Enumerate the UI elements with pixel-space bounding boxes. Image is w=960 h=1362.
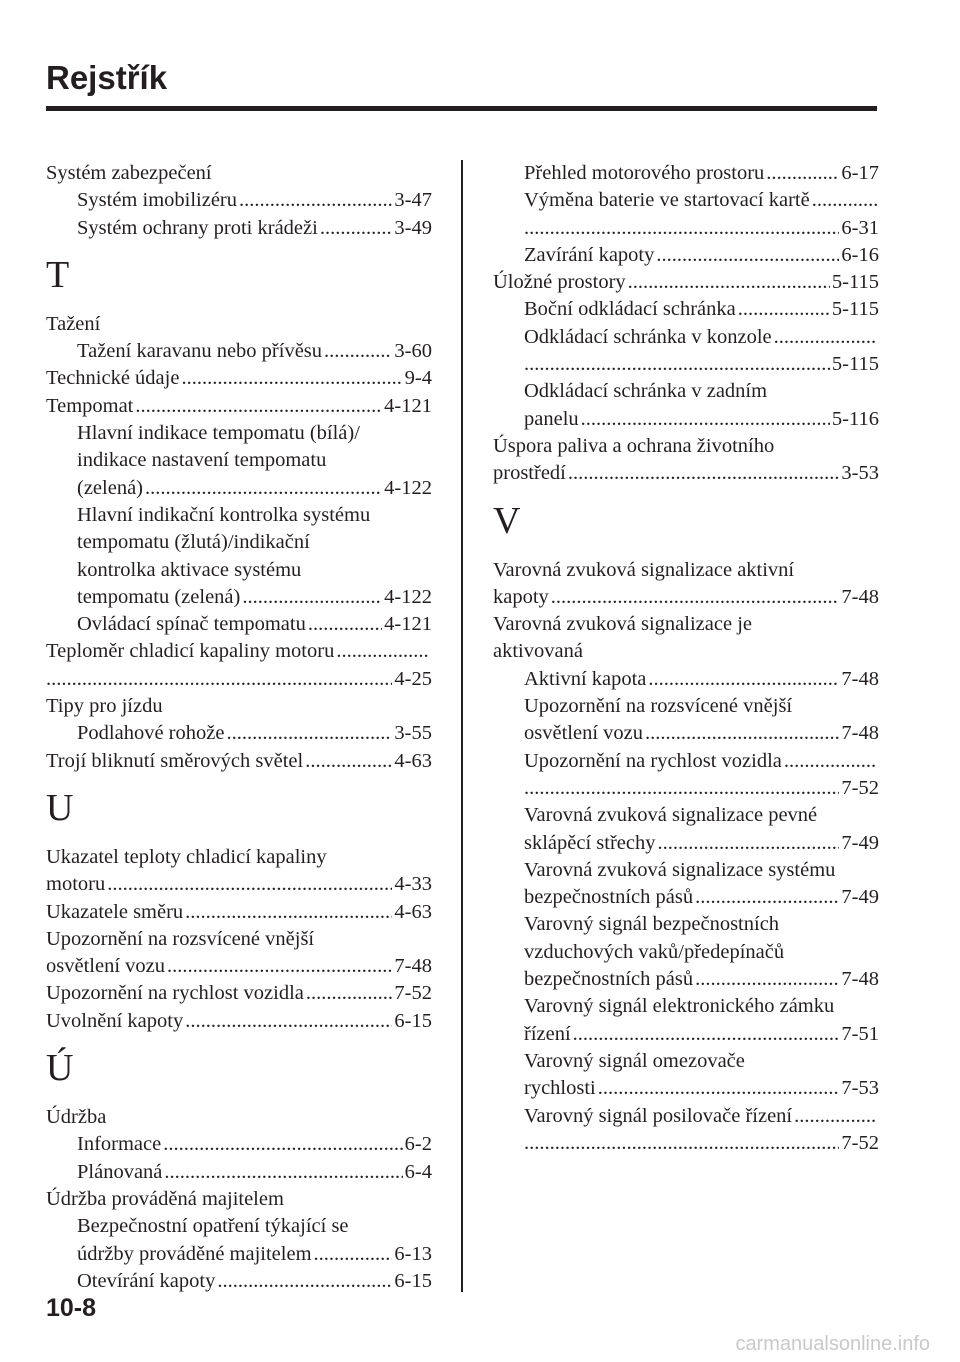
entry-text: Upozornění na rozsvícené vnější <box>46 927 315 950</box>
index-subentry <box>46 529 432 556</box>
index-subentry <box>493 911 879 938</box>
dot-leader <box>524 351 830 378</box>
entry-text: Úspora paliva a ochrana životního <box>493 434 775 457</box>
index-subentry <box>493 939 879 966</box>
entry-text: prostředí <box>493 462 566 485</box>
index-subentry <box>46 338 432 365</box>
entry-text: Ukazatele směru <box>46 900 184 923</box>
dot-leader <box>107 871 392 898</box>
entry-text: Varovná zvuková signalizace systému <box>524 858 836 881</box>
index-section-letter: V <box>493 499 521 542</box>
entry-text: Ovládací spínač tempomatu <box>77 613 306 636</box>
index-subentry <box>46 187 432 214</box>
entry-text: aktivovaná <box>493 640 583 663</box>
entry-text: Teploměr chladicí kapaliny motoru <box>46 640 335 663</box>
index-column-left <box>46 160 432 1295</box>
entry-text: Aktivní kapota <box>524 667 647 690</box>
index-entry <box>46 365 432 392</box>
entry-text: Technické údaje <box>46 367 180 390</box>
index-subentry <box>493 857 879 884</box>
entry-text: Údržba <box>46 1106 107 1129</box>
index-entry <box>46 926 432 953</box>
dot-leader <box>308 611 382 638</box>
entry-page-ref: 4-63 <box>394 749 432 772</box>
entry-text: Tipy pro jízdu <box>46 695 163 718</box>
index-subentry <box>493 693 879 720</box>
index-subentry <box>46 611 432 638</box>
dot-leader <box>324 338 392 365</box>
index-subentry <box>46 447 432 474</box>
entry-text: údržby prováděné majitelem <box>77 1242 312 1265</box>
dot-leader <box>181 365 402 392</box>
index-entry <box>493 269 879 296</box>
dot-leader <box>524 215 839 242</box>
index-subentry <box>493 720 879 747</box>
entry-page-ref: 3-55 <box>394 722 432 745</box>
index-subentry <box>493 966 879 993</box>
dot-leader <box>573 1021 840 1048</box>
index-subentry <box>493 802 879 829</box>
entry-text: Upozornění na rychlost vozidla <box>524 749 782 772</box>
entry-page-ref: 6-2 <box>404 1133 432 1156</box>
entry-text: osvětlení vozu <box>524 722 643 745</box>
entry-page-ref: 6-16 <box>841 243 879 266</box>
dot-leader <box>774 324 877 351</box>
entry-page-ref: 3-47 <box>394 189 432 212</box>
entry-text: Informace <box>77 1133 162 1156</box>
index-subentry <box>493 324 879 351</box>
entry-text: Tažení karavanu nebo přívěsu <box>77 340 323 363</box>
entry-page-ref: 7-48 <box>841 722 879 745</box>
entry-text: Výměna baterie ve startovací kartě <box>524 189 810 212</box>
dot-leader <box>167 953 392 980</box>
dot-leader <box>766 160 839 187</box>
entry-text: Uvolnění kapoty <box>46 1009 184 1032</box>
entry-text: Upozornění na rychlost vozidla <box>46 982 304 1005</box>
index-entry <box>46 953 432 980</box>
entry-text: tempomatu (žlutá)/indikační <box>77 531 310 554</box>
index-entry <box>46 1104 432 1131</box>
index-entry <box>493 557 879 584</box>
index-subentry <box>493 748 879 775</box>
dot-leader <box>645 720 839 747</box>
entry-page-ref: 7-48 <box>841 968 879 991</box>
index-entry <box>46 693 432 720</box>
entry-page-ref: 7-48 <box>841 667 879 690</box>
header-rule <box>46 106 877 111</box>
index-entry <box>46 1008 432 1035</box>
index-section-letter: U <box>46 786 74 829</box>
entry-page-ref: 6-13 <box>394 1242 432 1265</box>
dot-leader <box>812 187 877 214</box>
dot-leader <box>163 1131 402 1158</box>
index-entry <box>46 899 432 926</box>
entry-page-ref: 6-31 <box>841 216 879 239</box>
entry-text: Odkládací schránka v zadním <box>524 380 768 403</box>
entry-text: kontrolka aktivace systému <box>77 558 302 581</box>
index-entry <box>46 311 432 338</box>
dot-leader <box>524 775 839 802</box>
index-entry <box>46 980 432 1007</box>
dot-leader <box>46 666 392 693</box>
index-subentry <box>46 1213 432 1240</box>
page-number: 10-8 <box>46 1294 97 1322</box>
entry-page-ref: 7-53 <box>841 1077 879 1100</box>
index-subentry <box>493 1048 879 1075</box>
entry-text: Systém imobilizéru <box>77 189 237 212</box>
dot-leader <box>226 720 392 747</box>
entry-page-ref: 7-49 <box>841 831 879 854</box>
entry-page-ref: 6-15 <box>394 1009 432 1032</box>
entry-page-ref: 3-49 <box>394 216 432 239</box>
entry-page-ref: 9-4 <box>404 367 432 390</box>
entry-text: osvětlení vozu <box>46 955 165 978</box>
dot-leader <box>524 1130 839 1157</box>
entry-page-ref: 6-4 <box>404 1160 432 1183</box>
entry-text: Přehled motorového prostoru <box>524 162 765 184</box>
entry-text: Ukazatel teploty chladicí kapaliny <box>46 845 327 868</box>
index-entry <box>46 748 432 775</box>
index-subentry <box>46 502 432 529</box>
index-subentry <box>493 1130 879 1157</box>
index-subentry <box>493 160 879 187</box>
entry-page-ref: 7-49 <box>841 886 879 909</box>
entry-page-ref: 7-48 <box>841 585 879 608</box>
dot-leader <box>314 1241 393 1268</box>
index-subentry <box>493 242 879 269</box>
index-subentry <box>493 296 879 323</box>
entry-page-ref: 6-15 <box>394 1269 432 1292</box>
entry-text: Otevírání kapoty <box>77 1269 216 1292</box>
index-subentry <box>493 378 879 405</box>
dot-leader <box>336 638 430 665</box>
column-divider <box>461 160 463 1292</box>
index-subentry <box>493 993 879 1020</box>
entry-text: Zavírání kapoty <box>524 243 655 266</box>
index-subentry <box>46 557 432 584</box>
dot-leader <box>784 748 877 775</box>
dot-leader <box>648 666 839 693</box>
index-subentry <box>46 215 432 242</box>
index-subentry <box>46 1131 432 1158</box>
entry-page-ref: 3-60 <box>394 340 432 363</box>
dot-leader <box>185 899 392 926</box>
entry-text: řízení <box>524 1022 571 1045</box>
dot-leader <box>305 748 392 775</box>
entry-page-ref: 5-116 <box>831 407 879 430</box>
entry-text: (zelená) <box>77 476 143 499</box>
index-subentry <box>493 215 879 242</box>
entry-text: Tažení <box>46 312 101 335</box>
index-subentry <box>46 1241 432 1268</box>
entry-text: Úložné prostory <box>493 271 626 294</box>
entry-text: Varovný signál posilovače řízení <box>524 1104 793 1127</box>
index-subentry <box>46 420 432 447</box>
entry-page-ref: 4-122 <box>384 476 432 499</box>
index-subentry <box>493 884 879 911</box>
index-entry <box>46 160 432 187</box>
index-subentry <box>493 666 879 693</box>
index-subentry <box>46 720 432 747</box>
index-subentry <box>46 584 432 611</box>
index-entry <box>46 638 432 665</box>
entry-text: Boční odkládací schránka <box>524 298 736 321</box>
entry-text: Upozornění na rozsvícené vnější <box>524 695 793 718</box>
dot-leader <box>658 830 840 857</box>
entry-text: Varovný signál elektronického zámku <box>524 995 835 1018</box>
entry-text: Plánovaná <box>77 1160 163 1183</box>
index-subentry <box>493 775 879 802</box>
entry-page-ref: 7-51 <box>841 1022 879 1045</box>
entry-text: Hlavní indikace tempomatu (bílá)/ <box>77 422 360 445</box>
dot-leader <box>695 966 839 993</box>
entry-text: tempomatu (zelená) <box>77 585 241 608</box>
index-entry <box>46 393 432 420</box>
index-entry <box>46 1186 432 1213</box>
index-column-right <box>493 160 879 1157</box>
dot-leader <box>306 980 393 1007</box>
entry-page-ref: 7-52 <box>841 1131 879 1154</box>
entry-text: Bezpečnostní opatření týkající se <box>77 1215 349 1238</box>
index-entry <box>493 433 879 460</box>
entry-text: Trojí bliknutí směrových světel <box>46 749 304 772</box>
entry-text: Varovná zvuková signalizace pevné <box>524 804 818 827</box>
watermark: carmanualsonline.info <box>735 1333 930 1355</box>
entry-text: Varovná zvuková signalizace aktivní <box>493 558 795 581</box>
dot-leader <box>217 1268 392 1295</box>
entry-text: Tempomat <box>46 394 134 417</box>
entry-text: Hlavní indikační kontrolka systému <box>77 503 371 526</box>
entry-text: motoru <box>46 873 106 896</box>
index-entry <box>46 666 432 693</box>
dot-leader <box>656 242 839 269</box>
index-entry <box>493 611 879 638</box>
index-entry <box>493 638 879 665</box>
entry-page-ref: 7-52 <box>394 982 432 1005</box>
index-subentry <box>46 1159 432 1186</box>
entry-page-ref: 5-115 <box>831 298 879 321</box>
entry-page-ref: 5-115 <box>831 353 879 376</box>
entry-text: kapoty <box>493 585 549 608</box>
entry-text: Odkládací schránka v konzole <box>524 325 772 348</box>
index-section-letter: Ú <box>46 1047 74 1090</box>
dot-leader <box>135 393 382 420</box>
dot-leader <box>581 406 830 433</box>
entry-text: Varovný signál bezpečnostních <box>524 913 780 936</box>
entry-text: vzduchových vaků/předepínačů <box>524 940 785 963</box>
entry-page-ref: 7-52 <box>841 776 879 799</box>
index-subentry <box>493 187 879 214</box>
dot-leader <box>551 584 840 611</box>
entry-text: Varovná zvuková signalizace je <box>493 613 752 636</box>
entry-page-ref: 4-122 <box>384 585 432 608</box>
entry-text: Systém ochrany proti krádeži <box>77 216 318 239</box>
entry-page-ref: 4-121 <box>384 394 432 417</box>
index-subentry <box>493 1075 879 1102</box>
entry-text: panelu <box>524 407 579 430</box>
dot-leader <box>239 187 392 214</box>
page-title: Rejstřík <box>46 59 168 96</box>
index-subentry <box>493 830 879 857</box>
entry-text: bezpečnostních pásů <box>524 886 694 909</box>
dot-leader <box>185 1008 392 1035</box>
dot-leader <box>320 215 393 242</box>
entry-page-ref: 4-25 <box>394 667 432 690</box>
entry-text: rychlosti <box>524 1077 596 1100</box>
index-subentry <box>46 475 432 502</box>
dot-leader <box>242 584 382 611</box>
index-subentry <box>493 1021 879 1048</box>
dot-leader <box>145 475 382 502</box>
index-subentry <box>46 1268 432 1295</box>
index-entry <box>46 844 432 871</box>
entry-text: Údržba prováděná majitelem <box>46 1187 284 1210</box>
dot-leader <box>164 1159 402 1186</box>
entry-page-ref: 5-115 <box>831 271 879 294</box>
index-entry <box>493 584 879 611</box>
entry-text: bezpečnostních pásů <box>524 968 694 991</box>
entry-page-ref: 3-53 <box>841 462 879 485</box>
entry-text: Podlahové rohože <box>77 722 225 745</box>
entry-page-ref: 4-121 <box>384 613 432 636</box>
dot-leader <box>738 296 830 323</box>
index-entry <box>46 871 432 898</box>
dot-leader <box>568 460 840 487</box>
index-subentry <box>493 406 879 433</box>
entry-page-ref: 6-17 <box>841 162 879 184</box>
entry-page-ref: 4-33 <box>394 873 432 896</box>
entry-page-ref: 7-48 <box>394 955 432 978</box>
entry-text: Systém zabezpečení <box>46 162 212 184</box>
dot-leader <box>794 1103 877 1130</box>
dot-leader <box>628 269 830 296</box>
entry-text: Varovný signál omezovače <box>524 1049 745 1072</box>
entry-text: sklápěcí střechy <box>524 831 656 854</box>
index-subentry <box>493 351 879 378</box>
index-subentry <box>493 1103 879 1130</box>
dot-leader <box>598 1075 840 1102</box>
index-section-letter: T <box>46 253 70 296</box>
dot-leader <box>695 884 839 911</box>
entry-text: indikace nastavení tempomatu <box>77 449 327 472</box>
index-entry <box>493 460 879 487</box>
entry-page-ref: 4-63 <box>394 900 432 923</box>
